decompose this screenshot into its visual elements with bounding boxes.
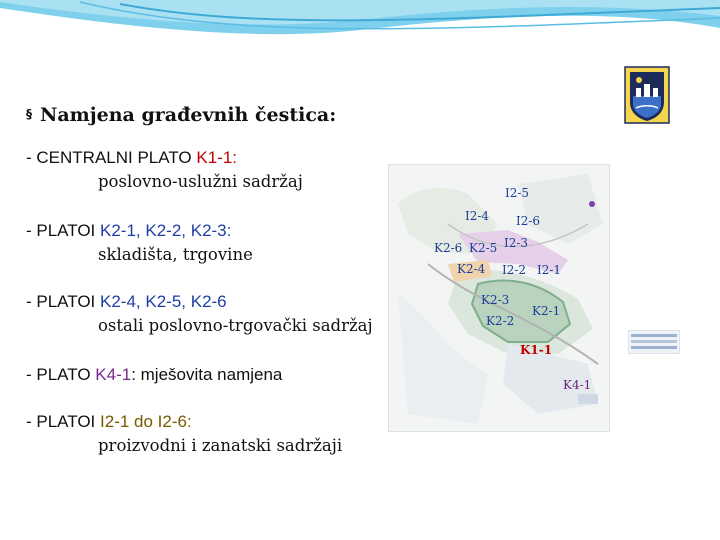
item-code: K4-1 (95, 365, 132, 384)
list-item-plato-k4-1 (26, 365, 282, 385)
map-label-i2-6: I2-6 (516, 214, 541, 228)
item-code: K2-1, K2-2, K2-3: (100, 221, 232, 240)
item-description: poslovno-uslužni sadržaj (98, 172, 303, 191)
item-code: I2-1 do I2-6: (100, 412, 192, 431)
heading-bullet: § (26, 107, 32, 121)
map-label-k2-5: K2-5 (469, 241, 498, 255)
item-description: proizvodni i zanatski sadržaji (98, 436, 343, 455)
item-suffix: : mješovita namjena (131, 365, 283, 384)
header-wave-decoration (0, 0, 720, 70)
item-prefix: - PLATOI (26, 292, 101, 311)
item-code: K1-1: (196, 148, 237, 167)
section-heading (26, 104, 336, 126)
heading-text: Namjena građevnih čestica: (40, 104, 337, 126)
map-label-i2-4: I2-4 (465, 209, 490, 223)
list-item-central-plato (26, 148, 303, 191)
map-label-k4-1: K4-1 (563, 378, 592, 392)
map-label-k2-3: K2-3 (481, 293, 510, 307)
item-code: K2-4, K2-5, K2-6 (100, 292, 227, 311)
map-label-i2-2: I2-2 (502, 263, 527, 277)
item-prefix: - PLATO (26, 365, 96, 384)
item-prefix: - CENTRALNI PLATO (26, 148, 197, 167)
list-item-plato-i2 (26, 412, 342, 455)
list-item-plato-k2-4-6 (26, 292, 373, 335)
map-label-k2-2: K2-2 (486, 314, 515, 328)
item-description: ostali poslovno-trgovački sadržaj (98, 316, 373, 335)
item-prefix: - PLATOI (26, 221, 101, 240)
map-label-k2-4: K2-4 (457, 262, 486, 276)
map-label-i2-3: I2-3 (504, 236, 529, 250)
item-description: skladišta, trgovine (98, 245, 253, 264)
map-label-k1-1: K1-1 (520, 343, 553, 357)
map-label-i2-1: I2-1 (537, 263, 562, 277)
list-item-plato-k2-1-3 (26, 221, 253, 264)
map-label-i2-5: I2-5 (505, 186, 530, 200)
item-prefix: - PLATOI (26, 412, 101, 431)
map-legend-strip (628, 330, 680, 354)
map-label-k2-6: K2-6 (434, 241, 463, 255)
map-label-k2-1: K2-1 (532, 304, 561, 318)
coat-of-arms-icon (624, 66, 670, 124)
